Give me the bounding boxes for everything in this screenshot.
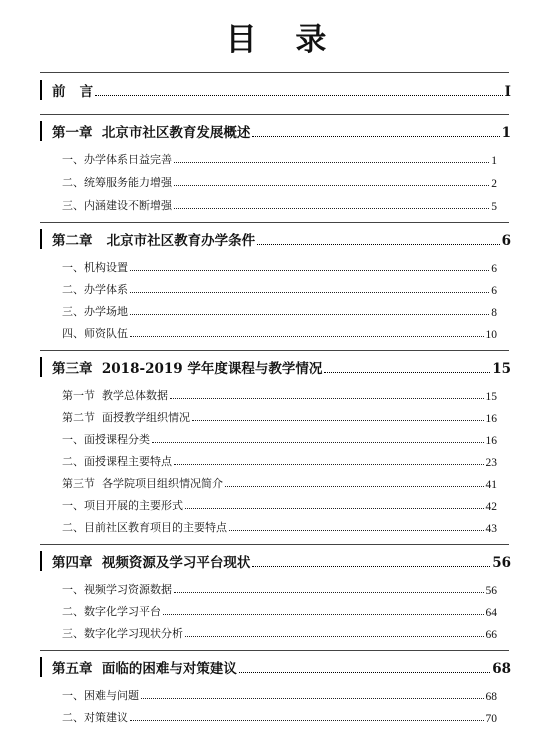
section-divider: [40, 650, 509, 651]
toc-entry-label: 二、数字化学习平台: [62, 605, 161, 618]
toc-entry-label: 第四章 视频资源及学习平台现状: [52, 555, 251, 571]
toc-page-number: 8: [491, 307, 497, 319]
dot-leader: [324, 372, 490, 373]
toc-page-number: 5: [491, 201, 497, 213]
dot-leader: [225, 486, 484, 487]
toc-section-entry[interactable]: [62, 198, 497, 213]
toc-entry-label: 第五章 面临的困难与对策建议: [52, 661, 237, 677]
toc-entry-label: 一、项目开展的主要形式: [62, 499, 183, 512]
toc-page-number: 68: [485, 691, 497, 703]
toc-entry-label: 三、内涵建设不断增强: [62, 199, 172, 212]
toc-entry-label: 一、面授课程分类: [62, 433, 150, 446]
toc-page-number: 6: [491, 263, 497, 275]
toc-entry-label: 二、对策建议: [62, 711, 128, 724]
toc-page-number: 6: [501, 233, 511, 249]
toc-page-number: 16: [485, 413, 497, 425]
toc-page-number: 1: [501, 125, 511, 141]
dot-leader: [185, 636, 484, 637]
toc-section-entry[interactable]: [62, 626, 497, 641]
dot-leader: [130, 270, 489, 271]
toc-section-entry[interactable]: [62, 710, 497, 725]
toc-page-number: 56: [485, 585, 497, 597]
toc-section-entry[interactable]: [62, 388, 497, 403]
dot-leader: [163, 614, 484, 615]
toc-chapter-entry[interactable]: [40, 229, 511, 249]
section-divider: [40, 544, 509, 545]
toc-entry-label: 二、目前社区教育项目的主要特点: [62, 521, 227, 534]
toc-page-number: 66: [485, 629, 497, 641]
toc-entry-label: 二、面授课程主要特点: [62, 455, 172, 468]
toc-entry-label: 一、机构设置: [62, 261, 128, 274]
dot-leader: [252, 136, 499, 137]
dot-leader: [174, 464, 484, 465]
section-divider: [40, 350, 509, 351]
dot-leader: [130, 314, 489, 315]
toc-page-number: 56: [492, 555, 511, 571]
dot-leader: [174, 162, 489, 163]
toc-entry-label: 三、办学场地: [62, 305, 128, 318]
dot-leader: [174, 185, 489, 186]
toc-page-number: 42: [485, 501, 497, 513]
toc-page-number: 16: [485, 435, 497, 447]
toc-section-entry[interactable]: [62, 582, 497, 597]
toc-page-number: 70: [485, 713, 497, 725]
toc-entry-label: 二、统筹服务能力增强: [62, 176, 172, 189]
dot-leader: [170, 398, 484, 399]
toc-section-entry[interactable]: [62, 175, 497, 190]
section-divider: [40, 222, 509, 223]
toc-entry-label: 一、视频学习资源数据: [62, 583, 172, 596]
dot-leader: [130, 292, 489, 293]
toc-section-entry[interactable]: [62, 260, 497, 275]
toc-page-number: 15: [492, 361, 511, 377]
toc-entry-label: 四、师资队伍: [62, 327, 128, 340]
dot-leader: [152, 442, 484, 443]
toc-entry-label: 前 言: [52, 84, 94, 100]
toc-section-entry[interactable]: [62, 454, 497, 469]
toc-entry-label: 第三节 各学院项目组织情况简介: [62, 477, 223, 490]
dot-leader: [95, 95, 503, 96]
toc-section-entry[interactable]: [62, 604, 497, 619]
toc-entry-label: 三、数字化学习现状分析: [62, 627, 183, 640]
toc-page-number: 41: [485, 479, 497, 491]
dot-leader: [130, 336, 484, 337]
toc-chapter-entry[interactable]: [40, 80, 511, 100]
toc-entry-label: 第一节 教学总体数据: [62, 389, 168, 402]
toc-entry-label: 一、困难与问题: [62, 689, 139, 702]
dot-leader: [192, 420, 484, 421]
toc-page-number: 2: [491, 178, 497, 190]
section-divider: [40, 72, 509, 73]
toc-page-number: 10: [485, 329, 497, 341]
dot-leader: [229, 530, 484, 531]
toc-chapter-entry[interactable]: [40, 657, 511, 677]
toc-entry-label: 二、办学体系: [62, 283, 128, 296]
toc-page-number: I: [504, 84, 511, 100]
dot-leader: [174, 208, 489, 209]
page-title: 目 录: [225, 22, 341, 58]
toc-section-entry[interactable]: [62, 476, 497, 491]
toc-entry-label: 第一章 北京市社区教育发展概述: [52, 125, 251, 141]
toc-page-number: 15: [485, 391, 497, 403]
toc-section-entry[interactable]: [62, 688, 497, 703]
dot-leader: [257, 244, 499, 245]
toc-section-entry[interactable]: [62, 520, 497, 535]
toc-page-number: 68: [492, 661, 511, 677]
toc-section-entry[interactable]: [62, 304, 497, 319]
toc-section-entry[interactable]: [62, 326, 497, 341]
dot-leader: [130, 720, 484, 721]
dot-leader: [252, 566, 490, 567]
dot-leader: [185, 508, 484, 509]
toc-page-number: 64: [485, 607, 497, 619]
dot-leader: [141, 698, 484, 699]
toc-section-entry[interactable]: [62, 410, 497, 425]
toc-chapter-entry[interactable]: [40, 551, 511, 571]
toc-section-entry[interactable]: [62, 282, 497, 297]
toc-entry-label: 一、办学体系日益完善: [62, 153, 172, 166]
toc-page-number: 43: [485, 523, 497, 535]
toc-entry-label: 第三章 2018-2019 学年度课程与教学情况: [52, 361, 323, 377]
toc-section-entry[interactable]: [62, 432, 497, 447]
toc-entry-label: 第二节 面授教学组织情况: [62, 411, 190, 424]
toc-section-entry[interactable]: [62, 152, 497, 167]
dot-leader: [174, 592, 484, 593]
toc-chapter-entry[interactable]: [40, 121, 511, 141]
toc-page-number: 6: [491, 285, 497, 297]
toc-chapter-entry[interactable]: [40, 357, 511, 377]
dot-leader: [239, 672, 490, 673]
toc-section-entry[interactable]: [62, 498, 497, 513]
toc-entry-label: 第二章 北京市社区教育办学条件: [52, 233, 256, 249]
toc-page-number: 23: [485, 457, 497, 469]
toc-page-number: 1: [491, 155, 497, 167]
section-divider: [40, 114, 509, 115]
